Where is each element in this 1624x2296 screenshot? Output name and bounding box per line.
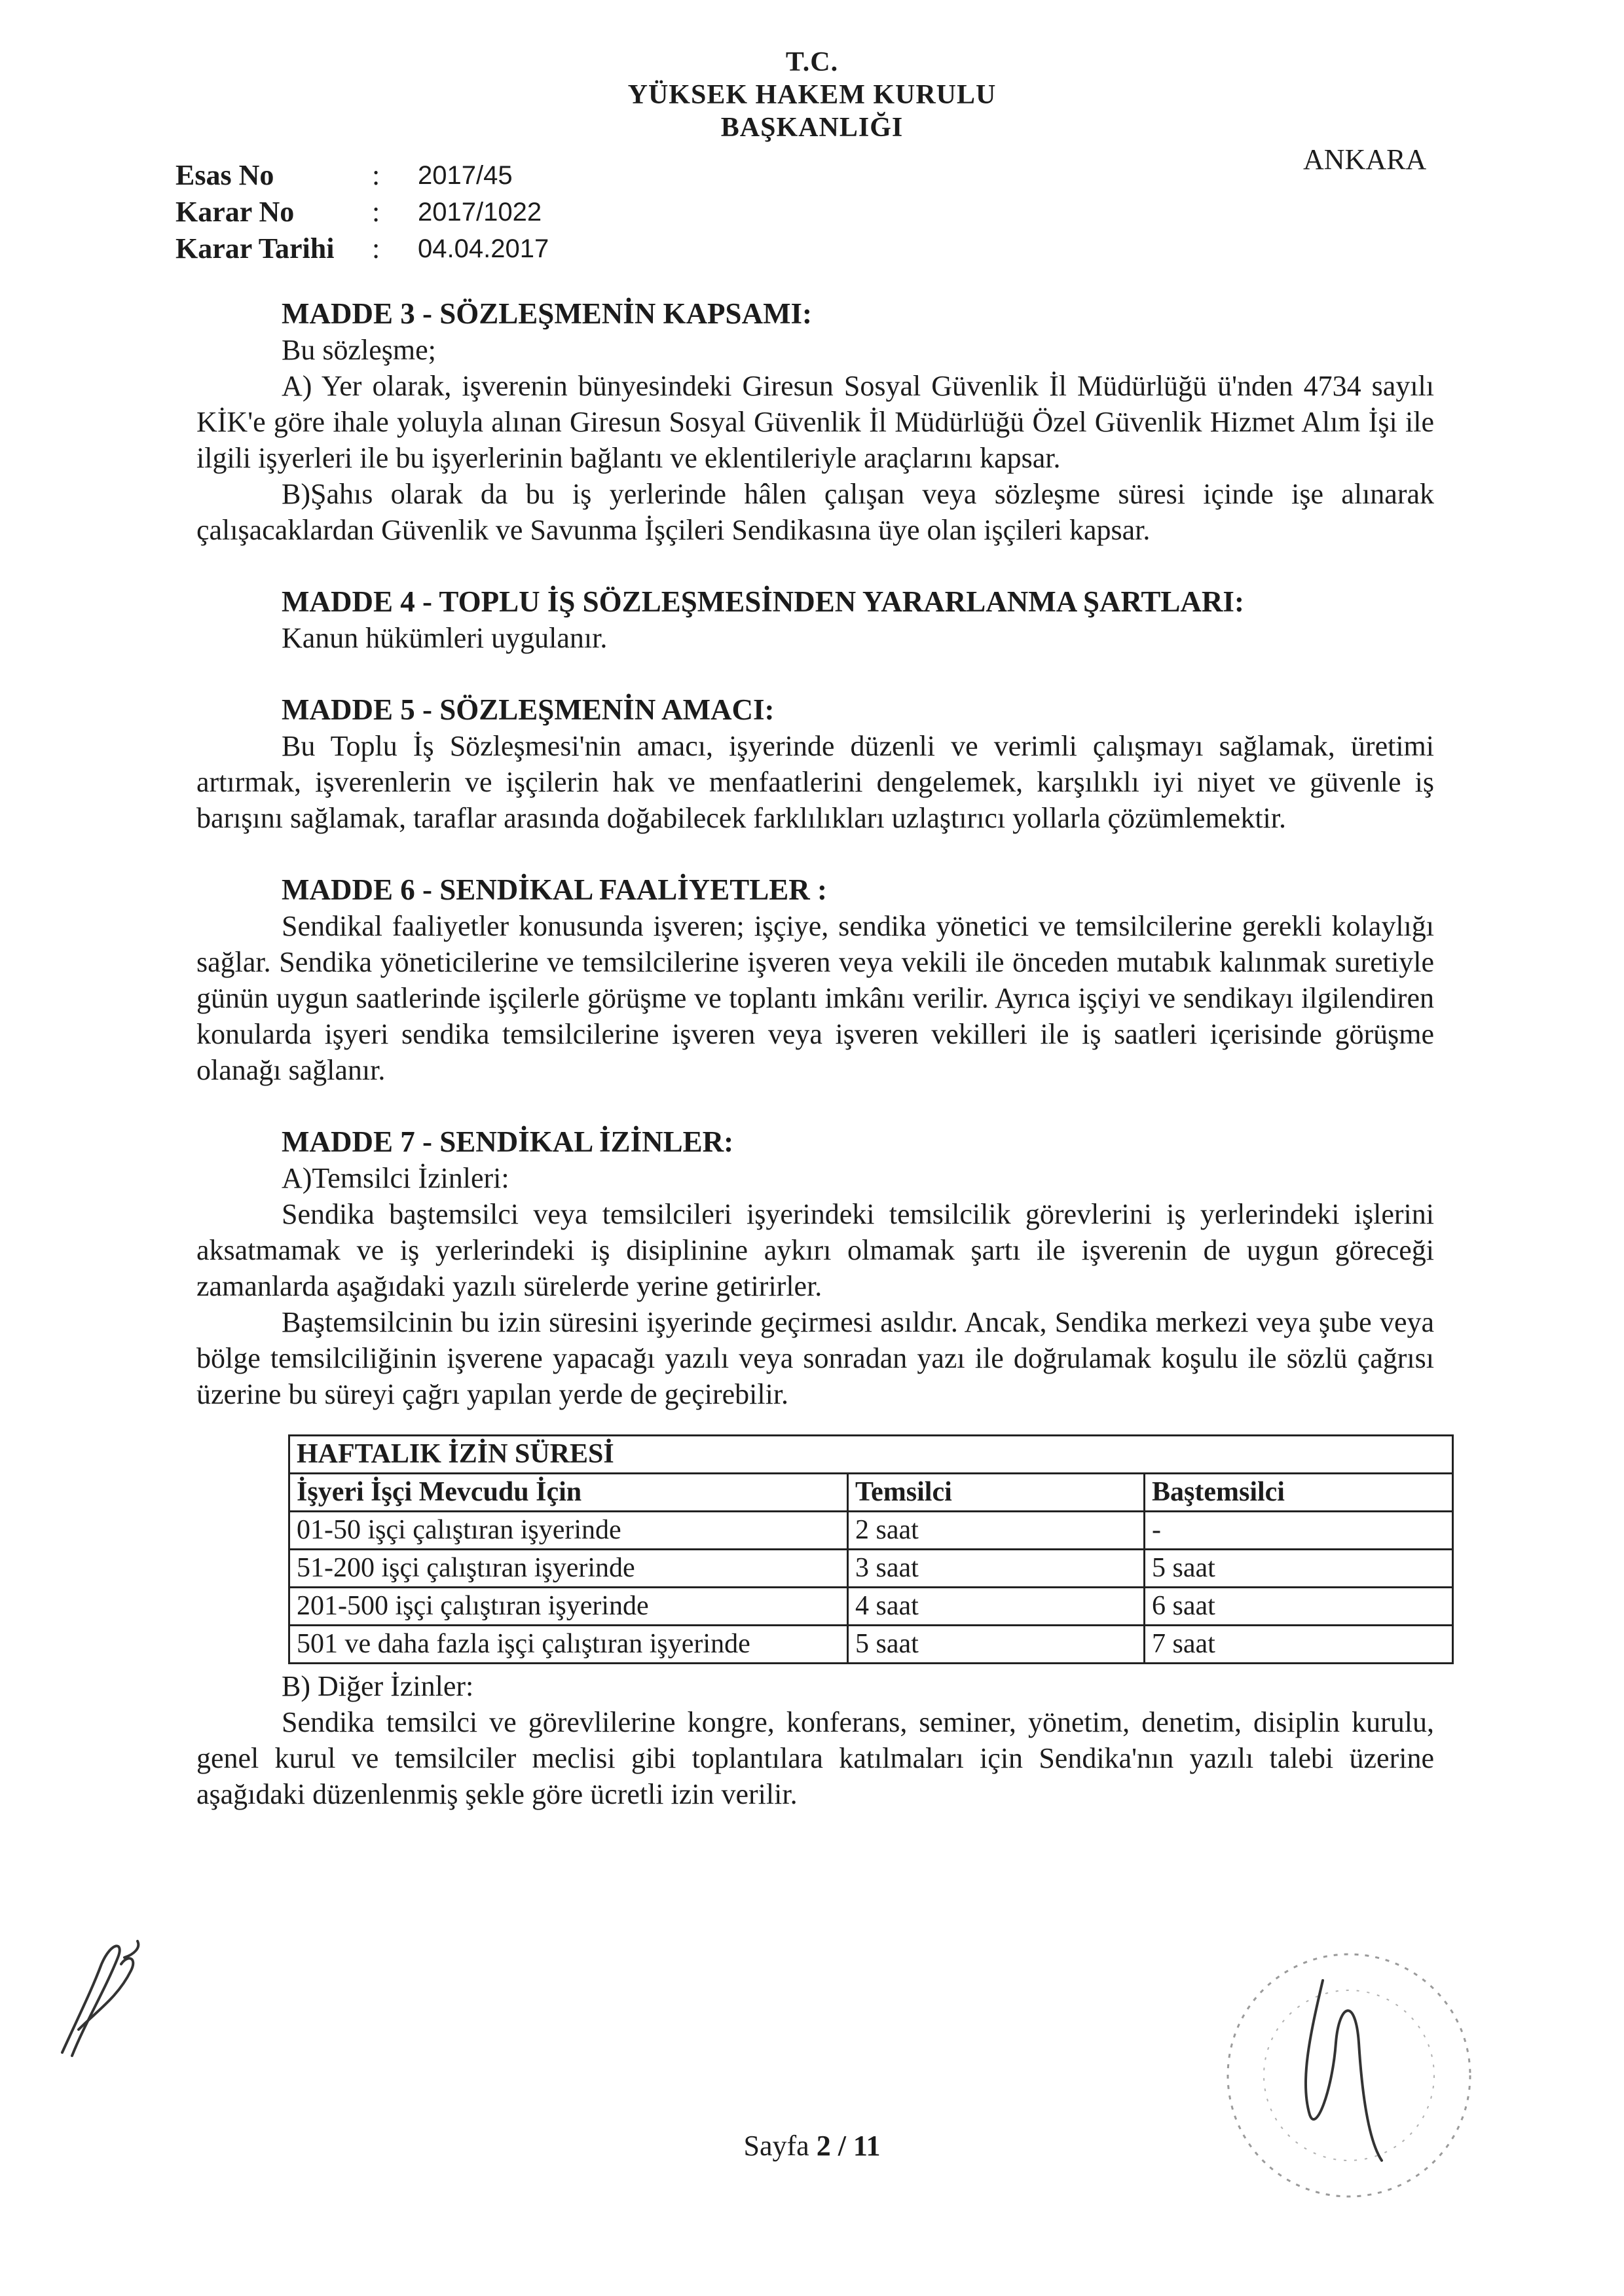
table-cell: - [1145, 1512, 1453, 1550]
meta-row-esas [175, 157, 549, 194]
meta-row-tarih [175, 230, 549, 267]
header-line-3: BAŞKANLIĞI [720, 113, 904, 143]
table-row [289, 1550, 1453, 1588]
meta-label: Esas No [175, 159, 274, 191]
madde4-heading: MADDE 4 - TOPLU İŞ SÖZLEŞMESİNDEN YARARLANMA ŞARTLARI: [282, 585, 1244, 618]
table-cell: 2 saat [848, 1512, 1145, 1550]
table-cell: 7 saat [1145, 1626, 1453, 1664]
meta-colon: : [372, 159, 380, 191]
page-footer [0, 2129, 1624, 2162]
meta-value: 04.04.2017 [418, 234, 549, 263]
madde7-paragraph: Sendika baştemsilci veya temsilcileri işyerindeki temsilcilik görevlerini iş yerlerindeki işlerini aksatmamak ve iş yerlerindeki iş disiplinine aykırı olmamak şartı ile işverenin de uygun göreceği zamanlarda aşağıdaki yazılı sürelerde yerine getirirler. [196, 1198, 1434, 1302]
header-line-2: YÜKSEK HAKEM KURULU [627, 80, 997, 110]
table-header: İşyeri İşçi Mevcudu İçin [289, 1474, 848, 1512]
header-line-1: T.C. [785, 47, 839, 77]
table-cell: 01-50 işçi çalıştıran işyerinde [289, 1512, 848, 1550]
page-number: 2 / 11 [816, 2130, 881, 2162]
madde6-heading: MADDE 6 - SENDİKAL FAALİYETLER : [282, 873, 828, 906]
table-row [289, 1512, 1453, 1550]
madde5-heading: MADDE 5 - SÖZLEŞMENİN AMACI: [282, 693, 775, 726]
madde3-paragraph: B)Şahıs olarak da bu iş yerlerinde hâlen çalışan veya sözleşme süresi içinde işe alınarak çalışacaklardan Güvenlik ve Savunma İşçileri Sendikasına üye olan işçileri kapsar. [196, 478, 1434, 546]
document-header [0, 46, 1624, 144]
table-header-row [289, 1474, 1453, 1512]
case-meta [175, 157, 549, 267]
madde7-paragraph: Sendika temsilci ve görevlilerine kongre, konferans, seminer, yönetim, denetim, disiplin kurulu, genel kurul ve temsilciler meclisi gibi toplantılara katılmaları için Sendika'nın yazılı talebi üzerine aşağıdaki düzenlenmiş şekle göre ücretli izin verilir. [196, 1706, 1434, 1810]
madde7-subheading: B) Diğer İzinler: [282, 1670, 474, 1702]
meta-value: 2017/1022 [418, 198, 542, 227]
meta-label: Karar Tarihi [175, 232, 335, 264]
table-row [289, 1588, 1453, 1626]
document-body [196, 296, 1434, 1812]
table-cell: 3 saat [848, 1550, 1145, 1588]
table-cell: 501 ve daha fazla işçi çalıştıran işyerinde [289, 1626, 848, 1664]
madde6-paragraph: Sendikal faaliyetler konusunda işveren; işçiye, sendika yönetici ve temsilcilerine gerekli kolaylığı sağlar. Sendika yöneticilerine ve temsilcilerine işveren veya vekili ile önceden mutabık kalınmak suretiyle günün uygun saatlerinde işçilerle görüşme ve toplantı imkânı verilir. Ayrıca işçiyi ve sendikayı ilgilendiren konularda işyeri sendika temsilcilerine işveren veya işveren vekilleri ile iş saatleri içerisinde görüşme olanağı sağlanır. [196, 910, 1434, 1086]
table-cell: 5 saat [1145, 1550, 1453, 1588]
initials-signature [62, 1941, 138, 2056]
table-cell: 4 saat [848, 1588, 1145, 1626]
madde7-paragraph: Baştemsilcinin bu izin süresini işyerinde geçirmesi asıldır. Ancak, Sendika merkezi veya şube veya bölge temsilciliğinin işverene yapacağı yazılı veya sonradan yazı ile doğrulamak koşulu ile sözlü çağrısı üzerine bu süreyi çağrı yapılan yerde de geçirebilir. [196, 1306, 1434, 1410]
header-city: ANKARA [1303, 143, 1427, 175]
meta-colon: : [372, 232, 380, 264]
meta-value: 2017/45 [418, 161, 513, 190]
madde3-paragraph: Bu sözleşme; [282, 334, 436, 366]
table-header: Baştemsilci [1145, 1474, 1453, 1512]
meta-label: Karar No [175, 196, 295, 228]
table-caption: HAFTALIK İZİN SÜRESİ [289, 1436, 1453, 1474]
table-cell: 201-500 işçi çalıştıran işyerinde [289, 1588, 848, 1626]
table-row [289, 1626, 1453, 1664]
footer-prefix: Sayfa [743, 2130, 809, 2162]
table-cell: 51-200 işçi çalıştıran işyerinde [289, 1550, 848, 1588]
meta-row-karar [175, 194, 549, 230]
madde4-paragraph: Kanun hükümleri uygulanır. [282, 622, 608, 654]
madde3-heading: MADDE 3 - SÖZLEŞMENİN KAPSAMI: [282, 297, 813, 330]
madde7-subheading: A)Temsilci İzinleri: [282, 1162, 509, 1194]
leave-table [288, 1434, 1454, 1664]
table-cell: 5 saat [848, 1626, 1145, 1664]
meta-colon: : [372, 196, 380, 228]
madde5-paragraph: Bu Toplu İş Sözleşmesi'nin amacı, işyerinde düzenli ve verimli çalışmayı sağlamak, üretimi artırmak, işverenlerin ve işçilerin hak ve menfaatlerini dengelemek, karşılıklı iyi niyet ve güvenle iş barışını sağlamak, taraflar arasında doğabilecek farklılıkları uzlaştırıcı yollarla çözümlemektir. [196, 730, 1434, 834]
table-header: Temsilci [848, 1474, 1145, 1512]
table-cell: 6 saat [1145, 1588, 1453, 1626]
madde7-heading: MADDE 7 - SENDİKAL İZİNLER: [282, 1125, 734, 1158]
madde3-paragraph: A) Yer olarak, işverenin bünyesindeki Giresun Sosyal Güvenlik İl Müdürlüğü ü'nden 4734 sayılı KİK'e göre ihale yoluyla alınan Giresun Sosyal Güvenlik İl Müdürlüğü Özel Güvenlik Hizmet Alım İşi ile ilgili işyerleri ile bu işyerlerinin bağlantı ve eklentileriyle araçlarını kapsar. [196, 370, 1434, 474]
